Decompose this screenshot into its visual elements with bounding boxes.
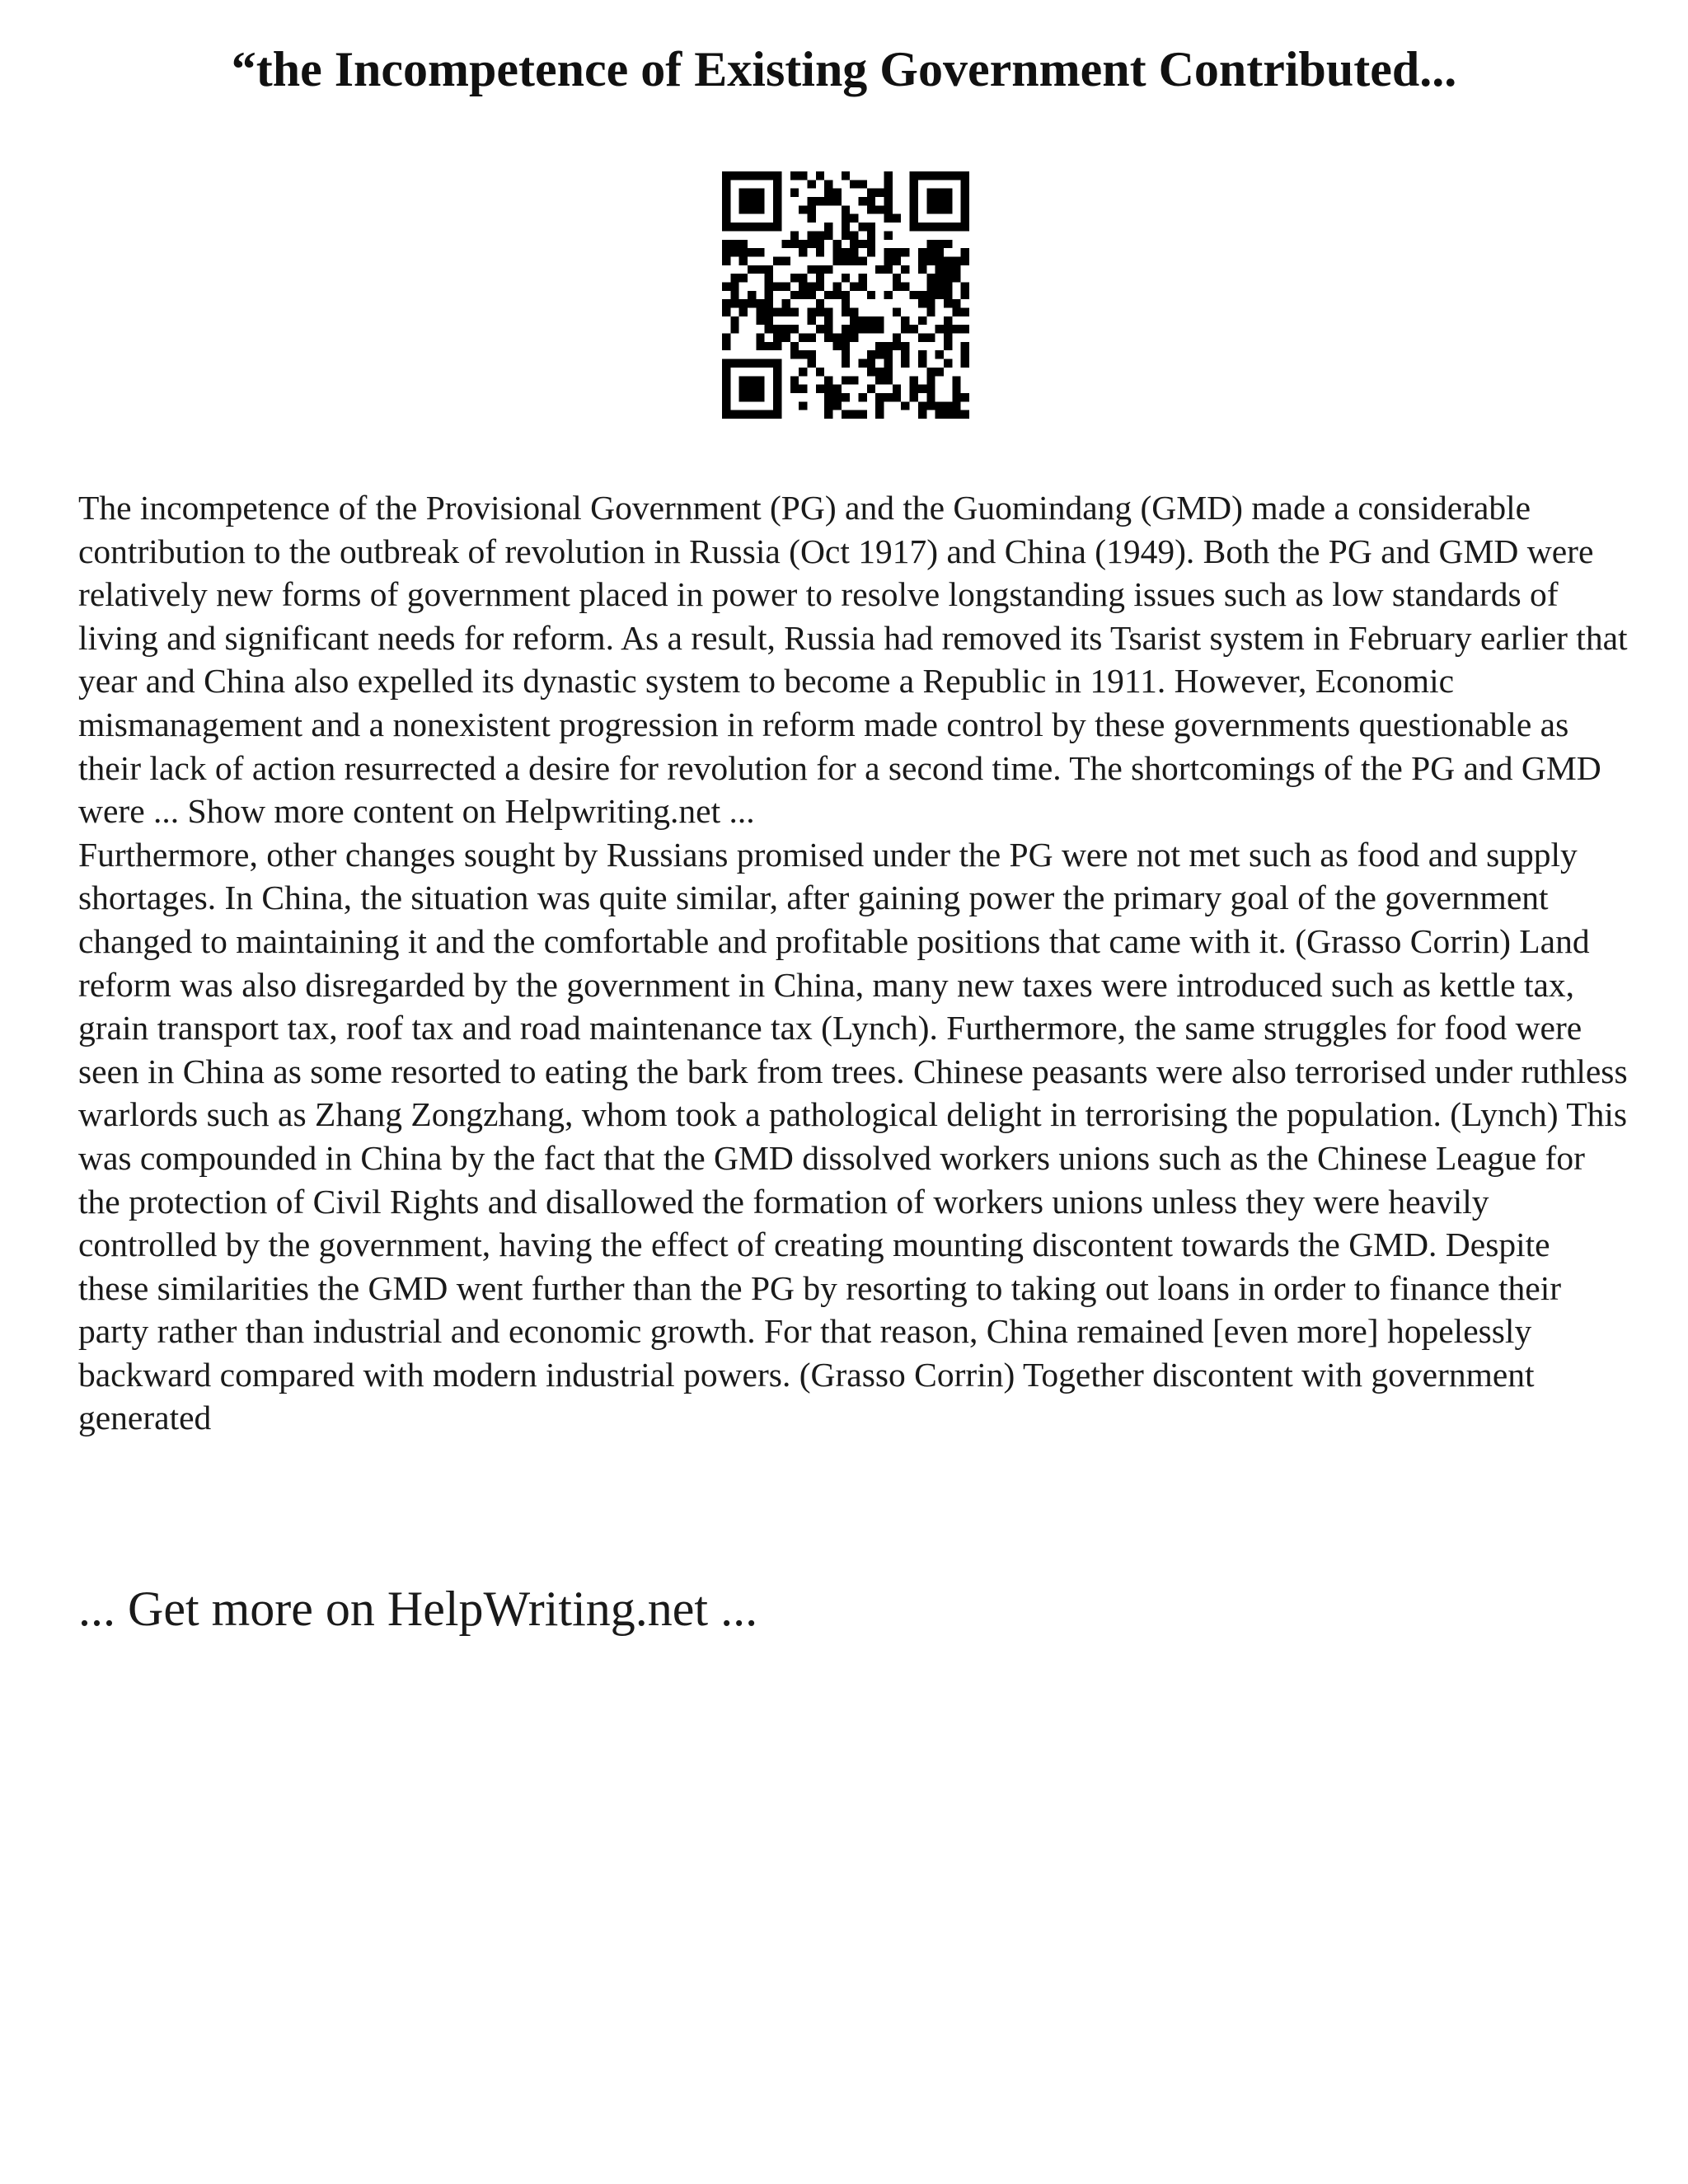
paragraph-2: Furthermore, other changes sought by Russians promised under the PG were not met such as food and supply shortages. In China, the situation was quite similar, after gaining power the primary goal of the government changed to maintaining it and the comfortable and profitable positions that came with it. (Grasso Corrin) Land reform was also disregarded by the government in China, many new taxes were introduced such as kettle tax, grain transport tax, roof tax and road maintenance tax (Lynch). Furthermore, the same struggles for food were seen in China as some resorted to eating the bark from trees. Chinese peasants were also terrorised under ruthless warlords such as Zhang Zongzhang, whom took a pathological delight in terrorising the population. (Lynch) This was compounded in China by the fact that the GMD dissolved workers unions such as the Chinese League for the protection of Civil Rights and disallowed the formation of workers unions unless they were heavily controlled by the government, having the effect of creating mounting discontent towards the GMD. Despite these similarities the GMD went further than the PG by resorting to taking out loans in order to finance their party rather than industrial and economic growth. For that reason, China remained [even more] hopelessly backward compared with modern industrial powers. (Grasso Corrin) Together discontent with government generated xyxy=(78,835,1628,1437)
document-title: “the Incompetence of Existing Government Contributed... xyxy=(231,42,1457,96)
document-body xyxy=(78,486,1628,1440)
qr-code-icon xyxy=(722,171,969,419)
get-more-link[interactable]: ... Get more on HelpWriting.net ... xyxy=(78,1582,758,1636)
paragraph-1: The incompetence of the Provisional Government (PG) and the Guomindang (GMD) made a considerable contribution to the outbreak of revolution in Russia (Oct 1917) and China (1949). Both the PG and GMD were relatively new forms of government placed in power to resolve longstanding issues such as low standards of living and significant needs for reform. As a result, Russia had removed its Tsarist system in February earlier that year and China also expelled its dynastic system to become a Republic in 1911. However, Economic mismanagement and a nonexistent progression in reform made control by these governments questionable as their lack of action resurrected a desire for revolution for a second time. The shortcomings of the PG and GMD were ... Show more content on Helpwriting.net ... xyxy=(78,489,1628,831)
